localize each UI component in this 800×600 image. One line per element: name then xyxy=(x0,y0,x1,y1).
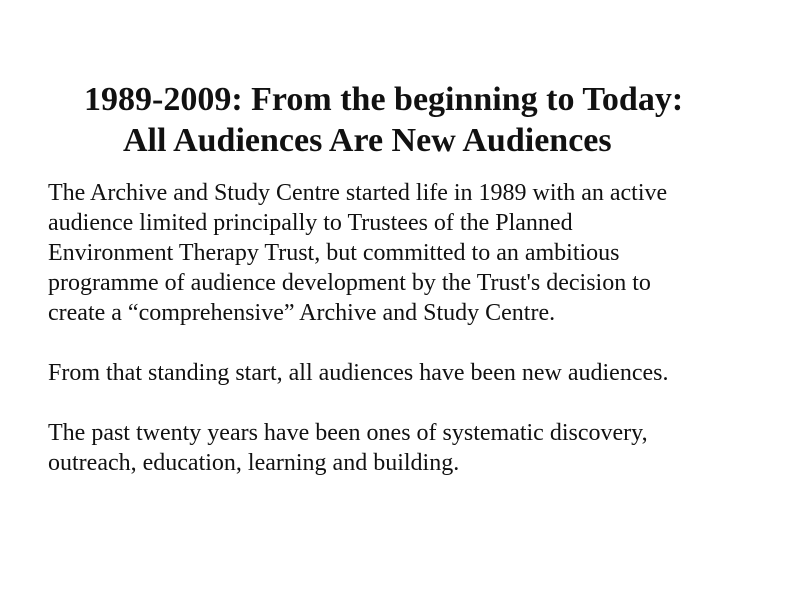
paragraph-1-line-4: programme of audience development by the Trust's decision to xyxy=(48,270,651,296)
slide-body xyxy=(48,178,768,478)
slide-title xyxy=(0,79,800,161)
paragraph-1-line-3: Environment Therapy Trust, but committed to an ambitious xyxy=(48,240,620,266)
title-line-2: All Audiences Are New Audiences xyxy=(123,122,612,159)
paragraph-1-line-2: audience limited principally to Trustees of the Planned xyxy=(48,210,573,236)
paragraph-1-line-5: create a “comprehensive” Archive and Study Centre. xyxy=(48,300,556,326)
paragraph-2 xyxy=(48,358,768,388)
paragraph-2-line-1: From that standing start, all audiences have been new audiences. xyxy=(48,360,669,386)
paragraph-1-line-1: The Archive and Study Centre started life in 1989 with an active xyxy=(48,180,668,206)
paragraph-1 xyxy=(48,178,768,328)
paragraph-3-line-1: The past twenty years have been ones of systematic discovery, xyxy=(48,420,648,446)
paragraph-3-line-2: outreach, education, learning and building. xyxy=(48,450,460,476)
paragraph-3 xyxy=(48,418,768,478)
title-line-1: 1989-2009: From the beginning to Today: xyxy=(84,81,684,118)
